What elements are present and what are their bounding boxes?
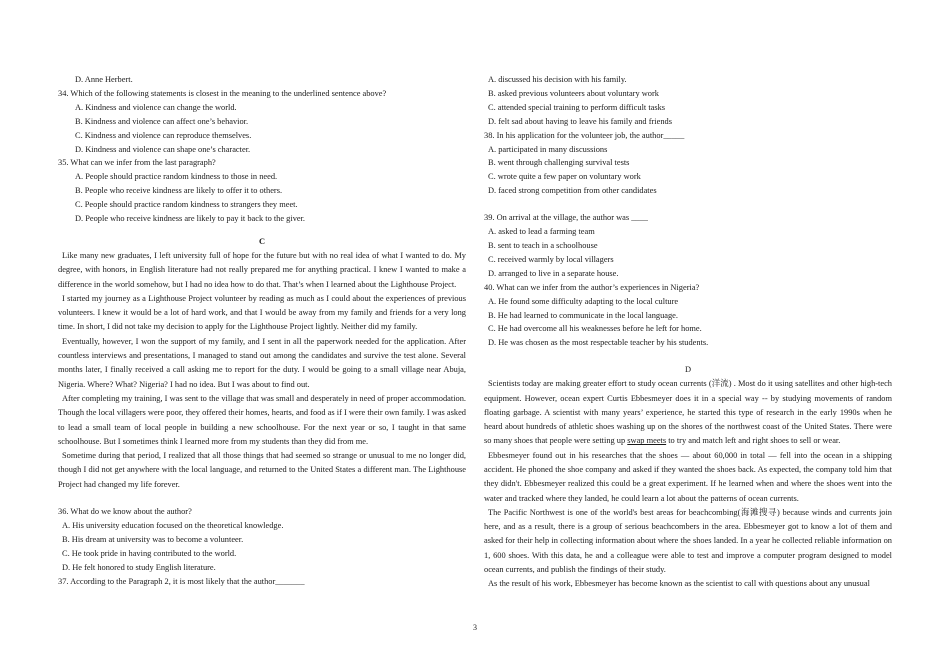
q40-option-b: B. He had learned to communicate in the local language. — [488, 310, 678, 320]
q40-option-a: A. He found some difficulty adapting to the local culture — [488, 296, 679, 306]
q35-option-b: B. People who receive kindness are likely to offer it to others. — [75, 186, 283, 196]
q34-option-b: B. Kindness and violence can affect one’s behavior. — [75, 116, 249, 126]
q34-option-a: A. Kindness and violence can change the world. — [75, 102, 237, 112]
q35-option-c: C. People should practice random kindness to strangers they meet. — [75, 200, 298, 210]
q39-option-a: A. asked to lead a farming team — [488, 227, 595, 237]
q39-stem: 39. On arrival at the village, the author was ____ — [484, 213, 648, 223]
q37-option-a: A. discussed his decision with his family. — [488, 75, 627, 84]
q39-option-d: D. arranged to live in a separate house. — [488, 268, 619, 278]
right-column — [484, 73, 892, 592]
q35-stem: 35. What can we infer from the last paragraph? — [58, 158, 216, 168]
swap-meets-underlined: swap meets — [627, 436, 667, 446]
passage-c-heading: C — [258, 236, 266, 246]
passage-d-paragraph-1 — [484, 377, 892, 448]
q38-option-b: B. went through challenging survival tests — [488, 158, 630, 168]
q38-option-d: D. faced strong competition from other candidates — [488, 186, 657, 196]
passage-c-paragraph-3: Eventually, however, I won the support of my family, and I sent in all the paperwork needed for the application. After countless interviews and presentations, I managed to stand out among the candidates and survive the test alone. Several months later, I finally received a call asking me to report for the duty. I would be going to a small village near Abuja, Nigeria. Where? What? Nigeria? I had no idea. But I was about to find out. — [58, 336, 466, 389]
passage-c-paragraph-5: Sometime during that period, I realized that all those things that had seemed so strange or unusual to me no longer did, though I did not get anywhere with the local language, and returned to the United States a different man. The Lighthouse Project had changed my life forever. — [58, 451, 466, 489]
q38-stem: 38. In his application for the volunteer job, the author_____ — [484, 130, 685, 140]
page-number: 3 — [473, 623, 477, 632]
passage-d-paragraph-4: As the result of his work, Ebbesmeyer has become known as the scientist to call with questions about any unusual — [488, 579, 870, 589]
passage-c-paragraph-1: Like many new graduates, I left university full of hope for the future but with no real idea of what I wanted to do. My degree, with honors, in English literature had not really prepared me for anything practical. I knew I wanted to make a difference in the world somehow, but I had no idea how to do that. That’s when I learned about the Lighthouse Project. — [58, 250, 466, 289]
q36-option-d: D. He felt honored to study English literature. — [62, 562, 216, 572]
q39-option-b: B. sent to teach in a schoolhouse — [488, 240, 598, 250]
passage-d-p1-text-end: to try and match left and right shoes to sell or wear. — [666, 436, 841, 446]
q40-option-d: D. He was chosen as the most respectable teacher by his students. — [488, 338, 709, 348]
q40-option-c: C. He had overcome all his weaknesses before he left for home. — [488, 324, 702, 334]
q36-option-b: B. His dream at university was to become a volunteer. — [62, 534, 244, 544]
q35-option-a: A. People should practice random kindness to those in need. — [75, 172, 278, 182]
passage-c-paragraph-2: I started my journey as a Lighthouse Project volunteer by reading as much as I could about the experiences of previous volunteers. I knew it would be a lot of hard work, and that I would be away from my family and friends for a very long time. In short, I did not take my decision to apply for the Lighthouse Project lightly. Neither did my family. — [58, 293, 466, 332]
passage-c-paragraph-4: After completing my training, I was sent to the village that was small and desperately in need of proper accommodation. Though the local villagers were poor, they offered their homes, hearts, and food as if I were their own family. I was asked to lead a small team of local people in building a new schoolhouse. For the next year or so, I taught in that same schoolhouse. But I sometimes think I learned more from my students than they did from me. — [58, 393, 466, 446]
passage-d-p1-text: Scientists today are making greater effort to study ocean currents (洋流) . Most do it using satellites and other high-tech equipment. However, ocean expert Curtis Ebbesmeyer does it in a special way -- by studying movements of random floating garbage. A scientist with many years’ experience, he started this type of research in the early 1990s when he heard about hundreds of athletic shoes washing up on the shores of the northwest coast of the United States. There were so many shoes that people were setting up — [484, 379, 892, 446]
q37-option-c: C. attended special training to perform difficult tasks — [488, 102, 666, 112]
q37-option-d: D. felt sad about having to leave his family and friends — [488, 116, 672, 126]
q33-option-d: D. Anne Herbert. — [75, 75, 133, 84]
q38-option-c: C. wrote quite a few paper on voluntary work — [488, 172, 641, 182]
q36-option-c: C. He took pride in having contributed to the world. — [62, 548, 237, 558]
q39-option-c: C. received warmly by local villagers — [488, 254, 614, 264]
q34-stem: 34. Which of the following statements is closest in the meaning to the underlined sentence above? — [58, 88, 387, 98]
q36-stem: 36. What do we know about the author? — [58, 507, 192, 517]
passage-d-heading: D — [684, 365, 692, 375]
q37-stem: 37. According to the Paragraph 2, it is most likely that the author_______ — [58, 576, 305, 586]
q40-stem: 40. What can we infer from the author’s experiences in Nigeria? — [484, 282, 700, 292]
q34-option-c: C. Kindness and violence can reproduce themselves. — [75, 130, 252, 140]
q37-option-b: B. asked previous volunteers about voluntary work — [488, 88, 659, 98]
left-column — [58, 73, 466, 588]
passage-d-paragraph-3: The Pacific Northwest is one of the world's best areas for beachcombing(海滩搜寻) because winds and currents join here, and as a result, there is a group of serious beachcombers in the area. Ebbesmeyer got to know a lot of them and asked for their help in collecting information about where the shoes landed. In a year he collected reliable information on 1, 600 shoes. With this data, he and a colleague were able to test and improve a computer program designed to model ocean currents, and publish the findings of their study. — [484, 507, 892, 575]
q38-option-a: A. participated in many discussions — [488, 144, 608, 154]
q34-option-d: D. Kindness and violence can shape one’s character. — [75, 144, 251, 154]
q36-option-a: A. His university education focused on the theoretical knowledge. — [62, 520, 284, 530]
passage-d-paragraph-2: Ebbesmeyer found out in his researches that the shoes — about 60,000 in total — fell into the ocean in a shipping accident. He phoned the shoe company and asked if they wanted the shoes back. As expected, the company told him that they didn't. Ebbesmeyer realized this could be a great experiment. If he learned when and where the shoes went into the water and tracked where they landed, he could learn a lot about the patterns of ocean currents. — [484, 450, 892, 503]
q35-option-d: D. People who receive kindness are likely to pay it back to the giver. — [75, 214, 306, 224]
